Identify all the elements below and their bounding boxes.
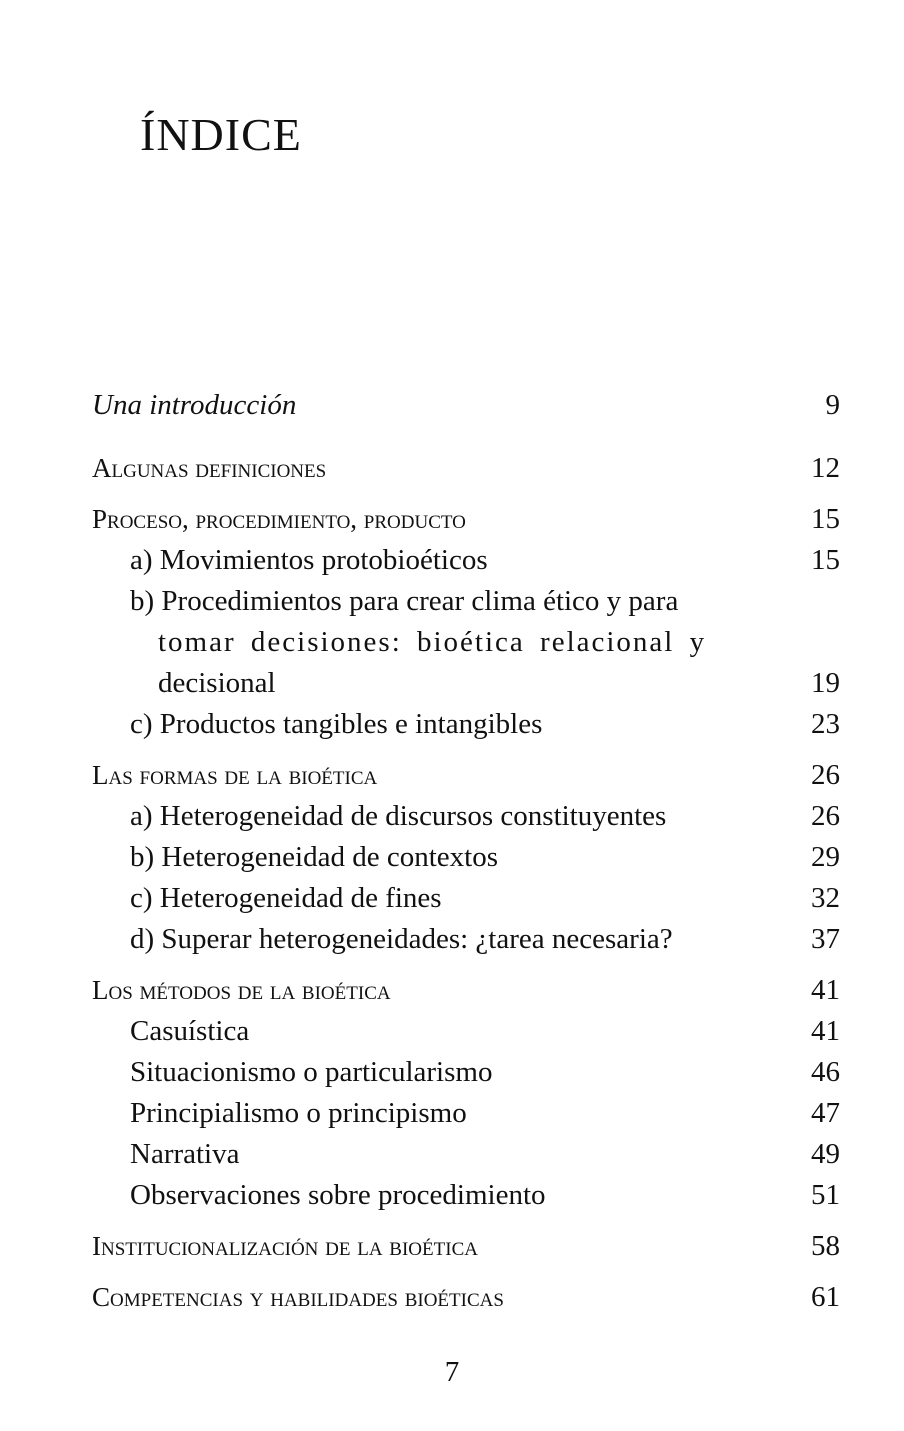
toc-entry-page: 41: [811, 974, 840, 1006]
toc-entry-title: Las formas de la bioética: [92, 760, 378, 790]
toc-entry-page: 46: [811, 1056, 840, 1088]
toc-entry-title: Situacionismo o particularismo: [130, 1056, 493, 1088]
toc-subentry: [92, 1134, 840, 1175]
toc-entry-title: c) Heterogeneidad de fines: [130, 882, 442, 914]
toc-entry-title: Narrativa: [130, 1138, 240, 1170]
toc-subentry: [92, 1093, 840, 1134]
toc-entry-page: 41: [811, 1015, 840, 1047]
toc-entry-title: Principialismo o principismo: [130, 1097, 467, 1129]
toc-entry-title: Los métodos de la bioética: [92, 975, 391, 1005]
toc-entry-page: 61: [811, 1281, 840, 1313]
toc-subentry: [92, 1175, 840, 1216]
toc-entry-page: 9: [825, 389, 840, 421]
toc-entry-page: 12: [811, 452, 840, 484]
toc-entry-title: Observaciones sobre procedimiento: [130, 1179, 546, 1211]
toc-entry-page: 49: [811, 1138, 840, 1170]
toc-entry-page: 32: [811, 882, 840, 914]
table-of-contents: [92, 385, 840, 1318]
toc-subentry: [92, 796, 840, 837]
toc-subentry-continuation: [92, 663, 840, 704]
toc-subentry: [92, 540, 840, 581]
toc-entry-title: Casuística: [130, 1015, 250, 1047]
page-title: ÍNDICE: [140, 109, 302, 160]
toc-entry-title: decisional: [158, 667, 276, 699]
toc-entry-title: Una introducción: [92, 389, 297, 421]
toc-subentry: [92, 1011, 840, 1052]
toc-entry-title: b) Procedimientos para crear clima ético y para: [130, 585, 679, 617]
toc-subentry: [92, 1052, 840, 1093]
toc-entry-page: 47: [811, 1097, 840, 1129]
toc-entry-page: 23: [811, 708, 840, 740]
toc-entry: [92, 385, 840, 426]
toc-subentry: [92, 837, 840, 878]
toc-entry-page: 58: [811, 1230, 840, 1262]
toc-entry-title: Proceso, procedimiento, producto: [92, 504, 466, 534]
toc-entry-page: 26: [811, 800, 840, 832]
toc-entry: [92, 499, 840, 540]
toc-entry-title: d) Superar heterogeneidades: ¿tarea necesaria?: [130, 923, 673, 955]
toc-entry-title: Algunas definiciones: [92, 453, 327, 483]
toc-subentry-continuation: [92, 622, 840, 663]
toc-entry-page: 15: [811, 503, 840, 535]
toc-entry: [92, 970, 840, 1011]
toc-entry: [92, 1226, 840, 1267]
toc-entry-title: a) Movimientos protobioéticos: [130, 544, 488, 576]
toc-entry-page: 29: [811, 841, 840, 873]
toc-subentry: [92, 704, 840, 745]
toc-entry-page: 26: [811, 759, 840, 791]
toc-entry-title: Institucionalización de la bioética: [92, 1231, 478, 1261]
toc-subentry: [92, 919, 840, 960]
toc-subentry: [92, 581, 840, 622]
toc-entry-page: 37: [811, 923, 840, 955]
toc-entry-title: Competencias y habilidades bioéticas: [92, 1282, 504, 1312]
toc-entry-page: 15: [811, 544, 840, 576]
toc-entry: [92, 755, 840, 796]
page-number: 7: [444, 1356, 460, 1388]
toc-entry-page: 19: [811, 667, 840, 699]
toc-entry: [92, 1277, 840, 1318]
toc-entry-title: c) Productos tangibles e intangibles: [130, 708, 543, 740]
toc-entry-title: a) Heterogeneidad de discursos constituyentes: [130, 800, 667, 832]
toc-entry: [92, 448, 840, 489]
toc-subentry: [92, 878, 840, 919]
toc-entry-title: tomar decisiones: bioética relacional y: [158, 626, 707, 658]
toc-entry-page: 51: [811, 1179, 840, 1211]
toc-entry-title: b) Heterogeneidad de contextos: [130, 841, 498, 873]
